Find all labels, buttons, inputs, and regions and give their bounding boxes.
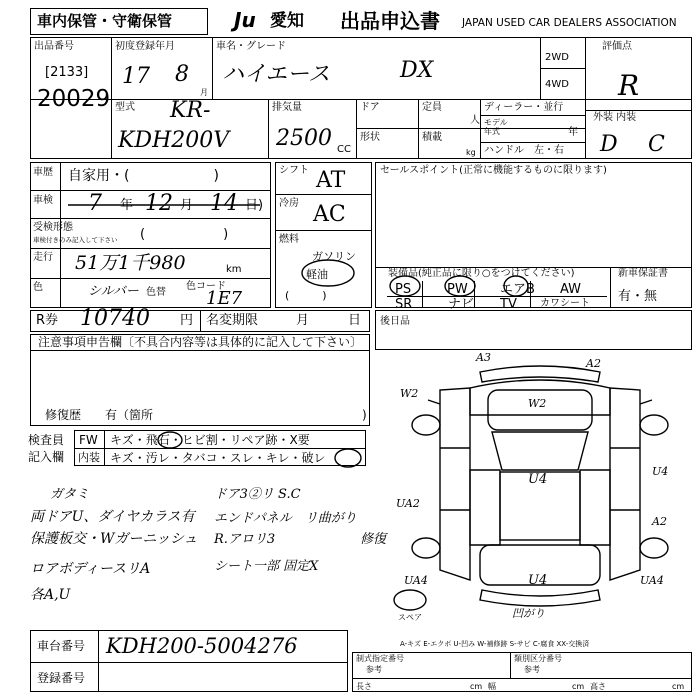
interior-grade: C <box>648 132 665 157</box>
diagram-label: A2 <box>652 515 667 528</box>
equip-ps: PS <box>395 282 412 297</box>
hand-note: 各A,U <box>30 587 71 603</box>
equipment-label: 装備品(純正品に限り○をつけてください) <box>388 268 575 279</box>
chassis-value: KDH200-5004276 <box>106 634 298 658</box>
year-unit: 年 <box>568 127 578 138</box>
history-label: 車歴 <box>33 167 53 178</box>
color-code-label: 色コード <box>186 281 226 292</box>
recycle-value: 10740 <box>80 306 150 331</box>
first-reg-label: 初度登録年月 <box>115 41 175 52</box>
spec-row2a: 参考 <box>366 665 382 674</box>
color-value: シルバー <box>88 284 139 299</box>
insp-form-value: ( ) <box>140 227 229 242</box>
spec-row2b: 参考 <box>524 665 540 674</box>
aftermarket-label: 後日品 <box>380 316 410 327</box>
score-label: 評価点 <box>602 41 632 52</box>
car-grade-value: DX <box>400 58 434 83</box>
org-name: 愛知 <box>270 11 304 31</box>
doc-title: 出品申込書 <box>340 9 440 33</box>
equip-airbag: エアB <box>500 282 535 297</box>
color-code-value: 1E7 <box>206 288 243 309</box>
recycle-unit: 円 <box>180 313 194 328</box>
circle-airbag-mark <box>504 276 528 296</box>
inspection-month-unit: 月 <box>180 198 194 213</box>
spec-row1a: 制式指定番号 <box>356 654 404 663</box>
hand-note: シート一部 固定X <box>214 559 319 574</box>
spec-height-unit: cm <box>672 682 685 691</box>
check-row2-tag: 内装 <box>78 451 100 464</box>
inspection-label: 車検 <box>33 195 53 206</box>
lot-number: 20029 <box>37 86 111 112</box>
sales-point-label: セールスポイント(正常に機能するものに限ります) <box>380 165 607 176</box>
inspection-year-unit: 年 <box>120 198 134 213</box>
shift-value: AT <box>316 168 346 193</box>
hand-note: 修復 <box>360 532 387 547</box>
diagram-label: W2 <box>528 397 547 410</box>
hand-note: エンドパネル リ曲がり <box>214 511 357 526</box>
exterior-grade: D <box>600 132 618 157</box>
diagram-label: U4 <box>528 573 548 588</box>
diagram-label: A2 <box>586 357 601 370</box>
dealer-label: ディーラー・並行 <box>484 102 564 113</box>
equip-tv: TV <box>500 297 517 312</box>
color-label: 色 <box>33 282 43 293</box>
check-row1-items: キズ・飛石・ヒビ割・リペア跡・X要 <box>110 433 310 447</box>
equip-pw: PW <box>447 282 468 297</box>
hand-note: 両ドアU、ダイヤカラス有 <box>30 509 195 525</box>
spec-length-unit: cm <box>470 682 483 691</box>
check-label-2: 記入欄 <box>28 450 65 464</box>
model-line2: KDH200V <box>118 128 230 153</box>
equip-power-seat: カワシート <box>540 298 590 309</box>
damage-legend: A-キズ E-エクボ U-凹み W-補修跡 S-サビ C-腐食 XX-交換済 <box>400 640 590 648</box>
mileage-unit: km <box>226 264 242 275</box>
recycle-label: R券 <box>36 313 59 328</box>
circle-chip-mark <box>158 432 182 448</box>
model-label: 型式 <box>115 102 135 113</box>
circle-pw-mark <box>445 276 475 296</box>
circle-tear-mark <box>335 449 361 467</box>
fuel-other: ( ) <box>285 289 327 302</box>
car-name-label: 車名・グレード <box>216 41 286 52</box>
chassis-label: 車台番号 <box>37 639 86 653</box>
shape-label: 形状 <box>360 132 380 143</box>
score-value: R <box>618 69 640 102</box>
diagram-label: W2 <box>400 387 419 400</box>
diagram-label: UA2 <box>396 497 420 510</box>
repair-close: ) <box>362 408 367 422</box>
fuel-diesel: 軽油 <box>306 268 328 281</box>
equip-sr: SR <box>395 297 413 312</box>
displacement-label: 排気量 <box>272 102 302 113</box>
lot-bracket: [2133] <box>45 65 89 80</box>
name-change-label: 名変期限 <box>206 313 259 328</box>
check-label-1: 検査員 <box>28 433 65 447</box>
inspection-month: 12 <box>145 191 173 216</box>
check-row2-items: キズ・汚レ・タバコ・スレ・キレ・破レ <box>110 451 326 465</box>
first-reg-month-unit: 月 <box>200 88 208 97</box>
assoc-name: JAPAN USED CAR DEALERS ASSOCIATION <box>462 17 677 29</box>
door-label: ドア <box>360 102 380 113</box>
diagram-label: U4 <box>528 472 548 487</box>
fuel-gas: ガソリン <box>312 250 356 263</box>
hand-note: 保護板交・Wガーニッシュ <box>30 531 198 547</box>
inspection-day: 14 <box>210 191 238 216</box>
check-row1-tag: FW <box>79 433 98 447</box>
logo-mark: Ju <box>234 8 256 32</box>
first-reg-month: 8 <box>175 62 189 87</box>
capacity-unit: 人 <box>470 115 480 126</box>
cooling-label: 冷房 <box>279 198 299 209</box>
hand-note: ドア3②リ S.C <box>214 487 301 502</box>
car-name-value: ハイエース <box>222 62 331 87</box>
storage-label: 車内保管・守衛保管 <box>37 12 173 30</box>
new-warranty-label: 新車保証書 <box>618 268 668 279</box>
model-year-label: モデル 年式 <box>484 118 508 137</box>
spec-width-unit: cm <box>572 682 585 691</box>
spec-length: 長さ <box>356 682 372 691</box>
spec-row1b: 類別区分番号 <box>514 654 562 663</box>
name-change-month: 月 <box>296 313 310 328</box>
mileage-value: 51万1千980 <box>75 252 186 274</box>
drive-4wd: 4WD <box>545 79 569 90</box>
repair-label: 修復歴 有（箇所 <box>45 408 154 422</box>
first-reg-year: 17 <box>122 64 150 89</box>
spec-width: 幅 <box>488 682 496 691</box>
diagram-label: A3 <box>476 351 491 364</box>
notes-label: 注意事項申告欄〔不具合内容等は具体的に記入して下さい〕 <box>38 335 363 349</box>
hand-note: ロアボディースリA <box>30 561 151 577</box>
circle-ps-mark <box>390 276 420 296</box>
name-change-day: 日 <box>348 313 362 328</box>
hand-note: ガタミ <box>50 487 90 502</box>
displacement-value: 2500 <box>276 126 332 151</box>
equip-aw: AW <box>560 282 582 297</box>
circle-diesel-mark <box>302 260 354 286</box>
diagram-label: UA4 <box>404 574 428 587</box>
diagram-label: UA4 <box>640 574 664 587</box>
insp-form-sub: 車検付きのみ記入して下さい <box>33 236 118 244</box>
diagram-label: U4 <box>652 465 669 478</box>
insp-form-label: 受検形態 <box>33 222 73 233</box>
handle-label: ハンドル 左・右 <box>484 145 564 156</box>
equip-navi: ナビ <box>448 297 475 312</box>
inspection-day-unit: 日) <box>245 198 264 213</box>
color-swap-label: 色替 <box>146 287 166 298</box>
shift-label: シフト <box>279 165 309 176</box>
hand-note: R.アロリ3 <box>214 532 276 547</box>
history-value: 自家用・( ) <box>68 168 219 184</box>
lot-label: 出品番号 <box>34 41 74 52</box>
model-line1: KR- <box>170 98 211 123</box>
reg-number-label: 登録番号 <box>37 671 86 685</box>
diagram-label: 凹がり <box>512 607 545 620</box>
new-warranty-value: 有・無 <box>618 289 658 304</box>
spec-height: 高さ <box>590 682 606 691</box>
fuel-label: 燃料 <box>279 234 299 245</box>
ext-int-label: 外装 内装 <box>593 112 637 123</box>
capacity-label: 定員 <box>422 102 442 113</box>
cooling-value: AC <box>313 202 346 227</box>
mileage-label: 走行 <box>33 252 53 263</box>
displacement-unit: CC <box>337 144 351 155</box>
load-label: 積載 <box>422 132 442 143</box>
spare-label: スペア <box>398 613 422 622</box>
inspection-year: 7 <box>88 191 102 216</box>
drive-2wd: 2WD <box>545 52 569 63</box>
load-unit: kg <box>466 148 476 157</box>
